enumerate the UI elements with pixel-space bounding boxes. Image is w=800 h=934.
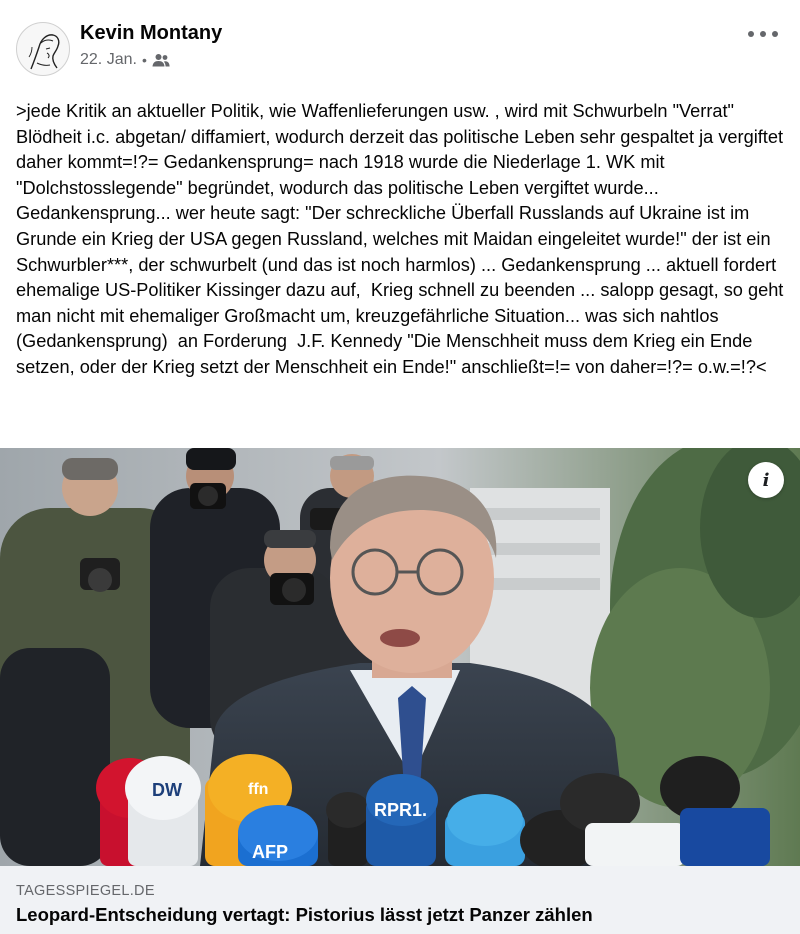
author-name[interactable]: Kevin Montany [80,22,223,44]
friends-icon [152,53,170,67]
mic-label-dw: DW [152,780,182,800]
link-title[interactable]: Leopard-Entscheidung vertagt: Pistorius lässt jetzt Panzer zählen [16,904,593,925]
meta-separator: • [141,52,147,68]
post-meta [80,51,170,69]
more-horizontal-icon [772,31,778,37]
more-horizontal-icon [760,31,766,37]
post-header [0,0,800,90]
post-text: >jede Kritik an aktueller Politik, wie Waffenlieferungen usw. , wird mit Schwurbeln "Verrat" Blödheit i.c. abgetan/ diffamiert, wodurch derzeit das politische Leben sehr gespaltet ja vergiftet daher kommt=!?= Gedankensprung= nach 1918 wurde die Niederlage 1. WK mit "Dolchstosslegende" begründet, wodurch das politische Leben vergiftet wurde... Gedankensprung... wer heute sagt: "Der schreckliche Überfall Russlands auf Ukraine ist im Grunde ein Krieg der USA gegen Russland, welches mit Maidan eingeleitet wurde!" der ist ein Schwurbler***, der schwurbelt (und das ist noch harmlos) ... Gedankensprung ... aktuell fordert ehemalige US-Politiker Kissinger dazu auf, Krieg schnell zu beenden ... salopp gesagt, so geht man nicht mit ehemaliger Großmacht um, kreuzgefährliche Situation... was sich nahtlos (Gedankensprung) an Forderung J.F. Kennedy "Die Menschheit muss dem Krieg ein Ende setzen, oder der Krieg setzt der Menschheit ein Ende!" anschließt=!= von daher=!?= o.w.=!?< [16,101,789,377]
mic-label-afp: AFP [252,842,288,862]
mic-label-ffn: ffn [248,781,269,798]
post-image[interactable] [0,448,800,866]
link-domain: TAGESSPIEGEL.DE [16,883,155,899]
avatar-sketch-portrait [17,23,70,76]
more-horizontal-icon [748,31,754,37]
post-date[interactable]: 22. Jan. [80,51,137,68]
info-icon[interactable]: i [748,462,784,498]
press-conference-photo [0,448,800,866]
avatar[interactable] [16,22,70,76]
more-options-button[interactable] [748,22,778,46]
mic-label-rpr: RPR1. [374,800,428,820]
link-preview[interactable] [0,866,800,934]
